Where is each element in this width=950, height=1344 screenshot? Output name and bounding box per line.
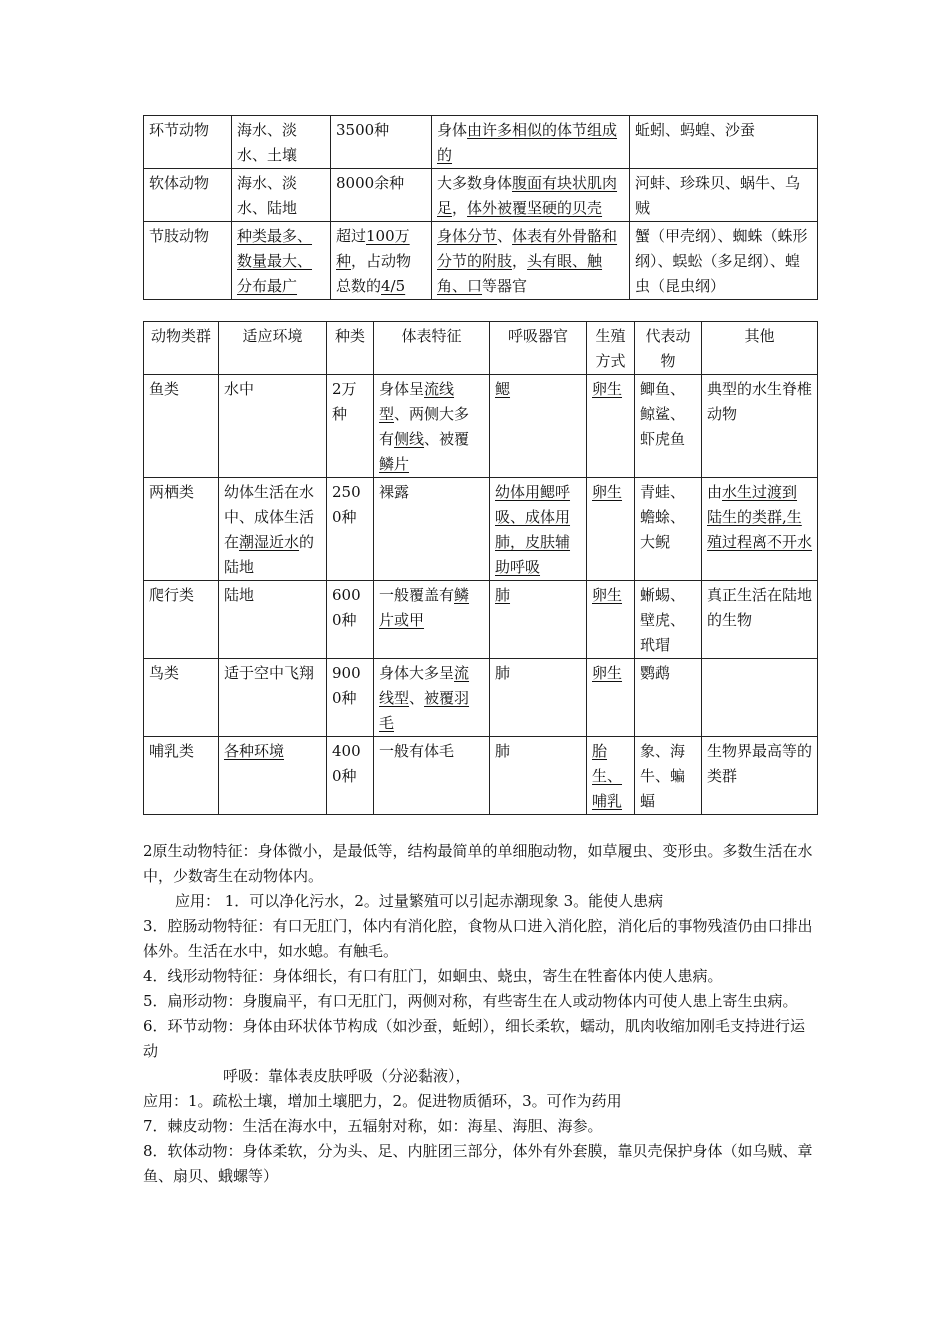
note-line: 5．扁形动物：身腹扁平，有口无肛门，两侧对称，有些寄生在人或动物体内可使人患上寄生虫病。 — [143, 992, 798, 1010]
cell-text: 蜥蜴、壁虎、玳瑁 — [640, 586, 686, 654]
underlined-text: 体外被覆坚硬的贝壳 — [467, 199, 603, 217]
cell-text: 肺 — [495, 664, 511, 682]
header-cell: 动物类群 — [144, 322, 219, 375]
underlined-text: 流线型 — [379, 664, 470, 707]
note-line: 8．软体动物：身体柔软，分为头、足、内脏团三部分，体外有外套膜，靠贝壳保护身体（如乌贼、章鱼、扇贝、蛾螺等） — [143, 1142, 813, 1185]
underlined-text: 身体分节 — [437, 227, 498, 245]
cell-text: 生物界最高等的类群 — [707, 742, 813, 785]
document-page — [143, 115, 818, 1189]
table-cell — [219, 375, 327, 478]
table-cell — [144, 478, 219, 581]
examples-cell — [630, 169, 818, 222]
table-cell — [144, 659, 219, 737]
table-cell — [490, 737, 587, 815]
underlined-text: 鳃 — [495, 380, 511, 398]
underlined-text: 100万种 — [336, 227, 410, 270]
cell-text: 鹦鹉 — [640, 664, 671, 682]
underlined-text: 各种环境 — [224, 742, 285, 760]
table-cell — [490, 478, 587, 581]
table-row — [144, 478, 818, 581]
cell-text: 2500种 — [332, 483, 361, 526]
cell-text: 哺乳类 — [149, 742, 195, 760]
cell-text: 节肢动物 — [149, 227, 210, 245]
header-cell: 代表动物 — [635, 322, 702, 375]
note-line: 3．腔肠动物特征：有口无肛门，体内有消化腔，食物从口进入消化腔，消化后的事物残渣仍由口排出体外。生活在水中，如水螅。有触毛。 — [143, 917, 813, 960]
table-cell — [587, 478, 635, 581]
table-cell — [219, 737, 327, 815]
table-cell — [327, 375, 374, 478]
species-cell — [331, 116, 432, 169]
table-cell — [702, 375, 818, 478]
group-cell — [144, 222, 232, 300]
cell-text: 肺 — [495, 742, 511, 760]
cell-text: 3500种 — [336, 121, 390, 139]
examples-cell — [630, 116, 818, 169]
cell-text: 蚯蚓、蚂蝗、沙蚕 — [635, 121, 756, 139]
table-cell — [635, 375, 702, 478]
table-row — [144, 659, 818, 737]
cell-text: 4000种 — [332, 742, 361, 785]
table-cell — [374, 375, 490, 478]
cell-text: 蟹（甲壳纲）、蜘蛛（蛛形纲）、蜈蚣（多足纲）、蝗虫（昆虫纲） — [635, 227, 808, 295]
cell-text: 、两侧大多有 — [379, 405, 470, 448]
cell-text: 典型的水生脊椎动物 — [707, 380, 813, 423]
table-row — [144, 169, 818, 222]
table-cell — [374, 659, 490, 737]
note-line: 应用：1。疏松土壤，增加土壤肥力，2。促进物质循环，3。可作为药用 — [143, 1092, 622, 1110]
feature-cell — [432, 169, 630, 222]
cell-text: 青蛙、蟾蜍、大鲵 — [640, 483, 686, 551]
table-cell — [635, 737, 702, 815]
table-cell — [587, 375, 635, 478]
table-cell — [587, 737, 635, 815]
species-cell — [331, 222, 432, 300]
cell-text: 2万种 — [332, 380, 357, 423]
feature-cell — [432, 116, 630, 169]
cell-text: 身体呈 — [379, 380, 425, 398]
cell-text: 海水、淡水、陆地 — [237, 174, 298, 217]
note-line: 2原生动物特征：身体微小，是最低等，结构最简单的单细胞动物，如草履虫、变形虫。多数生活在水中，少数寄生在动物体内。 — [143, 842, 813, 885]
table-cell — [374, 478, 490, 581]
table-row — [144, 737, 818, 815]
underlined-text: 潮湿近水 — [239, 533, 300, 551]
cell-text: 环节动物 — [149, 121, 210, 139]
underlined-text: 卵生 — [592, 664, 623, 682]
table-cell — [702, 659, 818, 737]
table-cell — [219, 478, 327, 581]
underlined-text: 鳞片 — [379, 455, 410, 473]
cell-text: 身体大多呈 — [379, 664, 455, 682]
underlined-text: 幼体用鳃呼吸、成体用肺，皮肤辅助呼吸 — [495, 483, 571, 576]
underlined-text: 卵生 — [592, 483, 623, 501]
notes-section — [143, 839, 818, 1189]
underlined-text: 头有眼、触角、口 — [437, 252, 603, 295]
table-cell — [374, 581, 490, 659]
cell-text: 水中 — [224, 380, 255, 398]
habitat-cell — [232, 222, 331, 300]
header-cell: 呼吸器官 — [490, 322, 587, 375]
table-cell — [702, 478, 818, 581]
cell-text: 裸露 — [379, 483, 410, 501]
cell-text: 一般覆盖有 — [379, 586, 455, 604]
cell-text: 鸟类 — [149, 664, 180, 682]
underlined-text: 被覆羽毛 — [379, 689, 470, 732]
note-line: 6．环节动物：身体由环状体节构成（如沙蚕，蚯蚓），细长柔软，蠕动，肌肉收缩加刚毛支持进行运动 — [143, 1017, 806, 1060]
underlined-text: 流线型 — [379, 380, 455, 423]
note-line: 7．棘皮动物：生活在海水中，五辐射对称，如：海星、海胆、海参。 — [143, 1117, 603, 1135]
table-cell — [144, 375, 219, 478]
header-cell: 其他 — [702, 322, 818, 375]
underlined-text: 胎生、哺乳 — [592, 742, 623, 810]
table-cell — [219, 659, 327, 737]
cell-text: 、被覆 — [424, 430, 470, 448]
table-cell — [327, 581, 374, 659]
cell-text: ， — [452, 199, 468, 217]
underlined-text: 水生过渡到陆生的类群,生殖过程离不开水 — [707, 483, 813, 551]
underlined-text: 鳞片或甲 — [379, 586, 470, 629]
cell-text: ， — [512, 252, 528, 270]
cell-text: ，占动物总数的 — [336, 252, 412, 295]
table-cell — [374, 737, 490, 815]
table-row — [144, 375, 818, 478]
cell-text: 爬行类 — [149, 586, 195, 604]
table-cell — [327, 659, 374, 737]
cell-text: 、 — [497, 227, 513, 245]
table-cell — [490, 659, 587, 737]
cell-text: 由 — [707, 483, 723, 501]
table-cell — [702, 737, 818, 815]
table-cell — [587, 581, 635, 659]
habitat-cell — [232, 169, 331, 222]
underlined-text: 卵生 — [592, 586, 623, 604]
table-row — [144, 581, 818, 659]
underlined-text: 腹面有块状肌肉足 — [437, 174, 618, 217]
table-cell — [635, 478, 702, 581]
underlined-text: 肺 — [495, 586, 511, 604]
species-cell — [331, 169, 432, 222]
underlined-text: 4/5 — [381, 277, 406, 295]
cell-text: 、 — [409, 689, 425, 707]
cell-text: 真正生活在陆地的生物 — [707, 586, 813, 629]
cell-text: 等器官 — [482, 277, 528, 295]
underlined-text: 体表有外骨骼和分节的附肢 — [437, 227, 618, 270]
cell-text: 8000余种 — [336, 174, 405, 192]
cell-text: 9000种 — [332, 664, 361, 707]
table-row — [144, 116, 818, 169]
header-cell: 生殖方式 — [587, 322, 635, 375]
cell-text: 大多数身体 — [437, 174, 513, 192]
vertebrate-table — [143, 321, 818, 815]
table-cell — [219, 581, 327, 659]
cell-text: 河蚌、珍珠贝、蜗牛、乌贼 — [635, 174, 801, 217]
underlined-text: 由许多相似的体节组成的 — [437, 121, 618, 164]
feature-cell — [432, 222, 630, 300]
habitat-cell — [232, 116, 331, 169]
table-cell — [144, 737, 219, 815]
table-cell — [144, 581, 219, 659]
header-cell: 体表特征 — [374, 322, 490, 375]
cell-text: 海水、淡水、土壤 — [237, 121, 298, 164]
cell-text: 象、海牛、蝙蝠 — [640, 742, 686, 810]
underlined-text: 种类最多、数量最大、分布最广 — [237, 227, 313, 295]
cell-text: 软体动物 — [149, 174, 210, 192]
cell-text: 适于空中飞翔 — [224, 664, 315, 682]
note-line: 呼吸：靠体表皮肤呼吸（分泌黏液）， — [223, 1067, 471, 1085]
table-cell — [327, 478, 374, 581]
examples-cell — [630, 222, 818, 300]
table-header-row — [144, 322, 818, 375]
phyla-table — [143, 115, 818, 300]
table-cell — [490, 375, 587, 478]
table-cell — [702, 581, 818, 659]
note-line: 4．线形动物特征：身体细长，有口有肛门，如蛔虫、蛲虫，寄生在牲畜体内使人患病。 — [143, 967, 723, 985]
cell-text: 6000种 — [332, 586, 361, 629]
cell-text: 的陆地 — [224, 533, 315, 576]
cell-text: 一般有体毛 — [379, 742, 455, 760]
table-cell — [490, 581, 587, 659]
cell-text: 两栖类 — [149, 483, 195, 501]
table-cell — [327, 737, 374, 815]
table-cell — [587, 659, 635, 737]
note-line: 应用： 1．可以净化污水，2。过量繁殖可以引起赤潮现象 3。能使人患病 — [175, 892, 664, 910]
cell-text: 鱼类 — [149, 380, 180, 398]
cell-text: 超过 — [336, 227, 367, 245]
cell-text: 身体 — [437, 121, 468, 139]
cell-text: 鲫鱼、鲸鲨、虾虎鱼 — [640, 380, 686, 448]
underlined-text: 侧线 — [394, 430, 425, 448]
group-cell — [144, 116, 232, 169]
cell-text: 幼体生活在水中、成体生活在 — [224, 483, 315, 551]
table-cell — [635, 659, 702, 737]
table-row — [144, 222, 818, 300]
cell-text: 陆地 — [224, 586, 255, 604]
header-cell: 适应环境 — [219, 322, 327, 375]
group-cell — [144, 169, 232, 222]
underlined-text: 卵生 — [592, 380, 623, 398]
header-cell: 种类 — [327, 322, 374, 375]
table-cell — [635, 581, 702, 659]
